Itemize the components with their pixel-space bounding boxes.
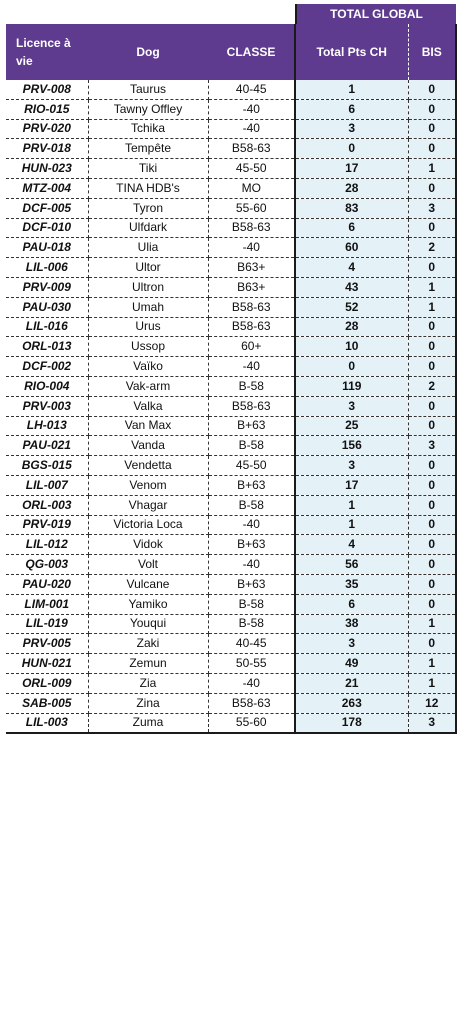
classe-cell: -40 xyxy=(208,99,295,119)
table-row xyxy=(6,535,456,555)
total-pts-cell: 6 xyxy=(295,99,408,119)
table-row xyxy=(6,218,456,238)
licence-cell: PAU-018 xyxy=(6,238,88,258)
total-pts-cell: 3 xyxy=(295,396,408,416)
classe-cell: -40 xyxy=(208,515,295,535)
licence-cell: RIO-004 xyxy=(6,376,88,396)
classe-cell: -40 xyxy=(208,555,295,575)
bis-cell: 0 xyxy=(408,258,456,278)
dog-cell: Valka xyxy=(88,396,208,416)
bis-cell: 0 xyxy=(408,396,456,416)
total-pts-cell: 4 xyxy=(295,258,408,278)
bis-cell: 0 xyxy=(408,634,456,654)
dog-cell: Van Max xyxy=(88,416,208,436)
dog-cell: Zia xyxy=(88,673,208,693)
classe-cell: B58-63 xyxy=(208,297,295,317)
table-row xyxy=(6,436,456,456)
total-pts-cell: 3 xyxy=(295,634,408,654)
table-row xyxy=(6,159,456,179)
bis-cell: 0 xyxy=(408,495,456,515)
classe-cell: B58-63 xyxy=(208,218,295,238)
classe-cell: 40-45 xyxy=(208,634,295,654)
header-row xyxy=(6,24,456,80)
bis-cell: 0 xyxy=(408,218,456,238)
bis-cell: 1 xyxy=(408,673,456,693)
col-header-dog: Dog xyxy=(88,24,208,80)
classe-cell: B58-63 xyxy=(208,317,295,337)
licence-cell: HUN-021 xyxy=(6,654,88,674)
dog-cell: Urus xyxy=(88,317,208,337)
group-header-row xyxy=(6,4,456,24)
table-row xyxy=(6,396,456,416)
bis-cell: 0 xyxy=(408,416,456,436)
dog-cell: Ultor xyxy=(88,258,208,278)
licence-cell: ORL-009 xyxy=(6,673,88,693)
standings-table xyxy=(6,24,457,734)
licence-cell: PRV-009 xyxy=(6,277,88,297)
bis-cell: 3 xyxy=(408,436,456,456)
total-pts-cell: 60 xyxy=(295,238,408,258)
total-pts-cell: 3 xyxy=(295,456,408,476)
dog-cell: Ulia xyxy=(88,238,208,258)
licence-cell: LIL-007 xyxy=(6,475,88,495)
table-row xyxy=(6,713,456,733)
classe-cell: B-58 xyxy=(208,436,295,456)
total-pts-cell: 49 xyxy=(295,654,408,674)
table-row xyxy=(6,515,456,535)
licence-cell: DCF-005 xyxy=(6,198,88,218)
total-pts-cell: 28 xyxy=(295,178,408,198)
classe-cell: B58-63 xyxy=(208,139,295,159)
licence-cell: PRV-005 xyxy=(6,634,88,654)
table-row xyxy=(6,80,456,99)
bis-cell: 0 xyxy=(408,119,456,139)
licence-cell: HUN-023 xyxy=(6,159,88,179)
total-pts-cell: 156 xyxy=(295,436,408,456)
total-pts-cell: 21 xyxy=(295,673,408,693)
total-pts-cell: 43 xyxy=(295,277,408,297)
table-row xyxy=(6,258,456,278)
classe-cell: B+63 xyxy=(208,416,295,436)
total-pts-cell: 0 xyxy=(295,139,408,159)
classe-cell: -40 xyxy=(208,238,295,258)
dog-cell: Victoria Loca xyxy=(88,515,208,535)
standings-sheet xyxy=(6,4,456,734)
dog-cell: Zaki xyxy=(88,634,208,654)
licence-cell: LIL-006 xyxy=(6,258,88,278)
table-row xyxy=(6,475,456,495)
table-row xyxy=(6,297,456,317)
bis-cell: 0 xyxy=(408,594,456,614)
licence-cell: LIM-001 xyxy=(6,594,88,614)
dog-cell: Ultron xyxy=(88,277,208,297)
total-global-header: TOTAL GLOBAL xyxy=(295,4,456,24)
dog-cell: Vulcane xyxy=(88,574,208,594)
table-row xyxy=(6,99,456,119)
classe-cell: 40-45 xyxy=(208,80,295,99)
classe-cell: B+63 xyxy=(208,475,295,495)
table-header xyxy=(6,24,456,80)
bis-cell: 0 xyxy=(408,515,456,535)
table-row xyxy=(6,654,456,674)
licence-cell: ORL-003 xyxy=(6,495,88,515)
total-pts-cell: 38 xyxy=(295,614,408,634)
bis-cell: 0 xyxy=(408,80,456,99)
table-row xyxy=(6,495,456,515)
total-pts-cell: 1 xyxy=(295,495,408,515)
classe-cell: B+63 xyxy=(208,535,295,555)
classe-cell: B63+ xyxy=(208,258,295,278)
total-pts-cell: 4 xyxy=(295,535,408,555)
classe-cell: B-58 xyxy=(208,614,295,634)
dog-cell: Umah xyxy=(88,297,208,317)
licence-cell: SAB-005 xyxy=(6,693,88,713)
classe-cell: -40 xyxy=(208,673,295,693)
total-pts-cell: 35 xyxy=(295,574,408,594)
dog-cell: Vidok xyxy=(88,535,208,555)
classe-cell: B-58 xyxy=(208,495,295,515)
bis-cell: 0 xyxy=(408,178,456,198)
classe-cell: B-58 xyxy=(208,376,295,396)
licence-cell: PRV-020 xyxy=(6,119,88,139)
bis-cell: 2 xyxy=(408,238,456,258)
bis-cell: 0 xyxy=(408,456,456,476)
table-row xyxy=(6,357,456,377)
bis-cell: 3 xyxy=(408,198,456,218)
table-row xyxy=(6,574,456,594)
classe-cell: B-58 xyxy=(208,594,295,614)
licence-cell: PAU-021 xyxy=(6,436,88,456)
total-pts-cell: 1 xyxy=(295,515,408,535)
dog-cell: Tawny Offley xyxy=(88,99,208,119)
licence-cell: QG-003 xyxy=(6,555,88,575)
dog-cell: Vak-arm xyxy=(88,376,208,396)
table-row xyxy=(6,594,456,614)
total-pts-cell: 10 xyxy=(295,337,408,357)
classe-cell: MO xyxy=(208,178,295,198)
bis-cell: 0 xyxy=(408,574,456,594)
bis-cell: 0 xyxy=(408,317,456,337)
classe-cell: 45-50 xyxy=(208,456,295,476)
total-pts-cell: 25 xyxy=(295,416,408,436)
dog-cell: Vhagar xyxy=(88,495,208,515)
classe-cell: 55-60 xyxy=(208,198,295,218)
table-row xyxy=(6,693,456,713)
licence-cell: PRV-019 xyxy=(6,515,88,535)
classe-cell: 60+ xyxy=(208,337,295,357)
total-pts-cell: 17 xyxy=(295,159,408,179)
classe-cell: -40 xyxy=(208,119,295,139)
bis-cell: 0 xyxy=(408,535,456,555)
licence-cell: MTZ-004 xyxy=(6,178,88,198)
dog-cell: Zina xyxy=(88,693,208,713)
bis-cell: 1 xyxy=(408,159,456,179)
bis-cell: 0 xyxy=(408,139,456,159)
table-row xyxy=(6,555,456,575)
classe-cell: -40 xyxy=(208,357,295,377)
total-pts-cell: 83 xyxy=(295,198,408,218)
total-pts-cell: 17 xyxy=(295,475,408,495)
total-pts-cell: 56 xyxy=(295,555,408,575)
licence-cell: DCF-010 xyxy=(6,218,88,238)
total-pts-cell: 6 xyxy=(295,218,408,238)
table-row xyxy=(6,376,456,396)
col-header-bis: BIS xyxy=(408,24,456,80)
total-pts-cell: 3 xyxy=(295,119,408,139)
dog-cell: Vendetta xyxy=(88,456,208,476)
table-body xyxy=(6,80,456,733)
col-header-classe: CLASSE xyxy=(208,24,295,80)
licence-cell: LH-013 xyxy=(6,416,88,436)
dog-cell: Tchika xyxy=(88,119,208,139)
total-pts-cell: 1 xyxy=(295,80,408,99)
classe-cell: 50-55 xyxy=(208,654,295,674)
table-row xyxy=(6,614,456,634)
dog-cell: Tiki xyxy=(88,159,208,179)
dog-cell: Volt xyxy=(88,555,208,575)
table-row xyxy=(6,139,456,159)
dog-cell: Ussop xyxy=(88,337,208,357)
bis-cell: 0 xyxy=(408,99,456,119)
total-pts-cell: 0 xyxy=(295,357,408,377)
classe-cell: B63+ xyxy=(208,277,295,297)
total-pts-cell: 119 xyxy=(295,376,408,396)
table-row xyxy=(6,277,456,297)
classe-cell: 45-50 xyxy=(208,159,295,179)
dog-cell: Tempête xyxy=(88,139,208,159)
licence-cell: RIO-015 xyxy=(6,99,88,119)
dog-cell: TINA HDB's xyxy=(88,178,208,198)
table-row xyxy=(6,673,456,693)
licence-cell: PAU-020 xyxy=(6,574,88,594)
bis-cell: 0 xyxy=(408,555,456,575)
dog-cell: Youqui xyxy=(88,614,208,634)
licence-cell: PAU-030 xyxy=(6,297,88,317)
dog-cell: Zemun xyxy=(88,654,208,674)
col-header-total-pts: Total Pts CH xyxy=(295,24,408,80)
bis-cell: 1 xyxy=(408,277,456,297)
total-pts-cell: 178 xyxy=(295,713,408,733)
licence-cell: PRV-003 xyxy=(6,396,88,416)
table-row xyxy=(6,634,456,654)
dog-cell: Tyron xyxy=(88,198,208,218)
col-header-licence: Licence à vie xyxy=(6,24,88,80)
bis-cell: 0 xyxy=(408,475,456,495)
bis-cell: 1 xyxy=(408,654,456,674)
bis-cell: 1 xyxy=(408,614,456,634)
licence-cell: LIL-012 xyxy=(6,535,88,555)
licence-cell: DCF-002 xyxy=(6,357,88,377)
licence-cell: LIL-003 xyxy=(6,713,88,733)
licence-cell: LIL-016 xyxy=(6,317,88,337)
bis-cell: 2 xyxy=(408,376,456,396)
classe-cell: B+63 xyxy=(208,574,295,594)
dog-cell: Yamiko xyxy=(88,594,208,614)
classe-cell: 55-60 xyxy=(208,713,295,733)
table-row xyxy=(6,317,456,337)
dog-cell: Vanda xyxy=(88,436,208,456)
dog-cell: Ulfdark xyxy=(88,218,208,238)
total-pts-cell: 52 xyxy=(295,297,408,317)
classe-cell: B58-63 xyxy=(208,693,295,713)
classe-cell: B58-63 xyxy=(208,396,295,416)
table-row xyxy=(6,198,456,218)
total-pts-cell: 28 xyxy=(295,317,408,337)
total-pts-cell: 263 xyxy=(295,693,408,713)
dog-cell: Vaïko xyxy=(88,357,208,377)
bis-cell: 3 xyxy=(408,713,456,733)
dog-cell: Taurus xyxy=(88,80,208,99)
licence-cell: BGS-015 xyxy=(6,456,88,476)
licence-cell: PRV-018 xyxy=(6,139,88,159)
bis-cell: 1 xyxy=(408,297,456,317)
bis-cell: 12 xyxy=(408,693,456,713)
bis-cell: 0 xyxy=(408,337,456,357)
table-row xyxy=(6,416,456,436)
table-row xyxy=(6,238,456,258)
dog-cell: Venom xyxy=(88,475,208,495)
table-row xyxy=(6,456,456,476)
table-row xyxy=(6,178,456,198)
total-pts-cell: 6 xyxy=(295,594,408,614)
table-row xyxy=(6,337,456,357)
licence-cell: PRV-008 xyxy=(6,80,88,99)
licence-cell: LIL-019 xyxy=(6,614,88,634)
licence-cell: ORL-013 xyxy=(6,337,88,357)
table-row xyxy=(6,119,456,139)
bis-cell: 0 xyxy=(408,357,456,377)
dog-cell: Zuma xyxy=(88,713,208,733)
